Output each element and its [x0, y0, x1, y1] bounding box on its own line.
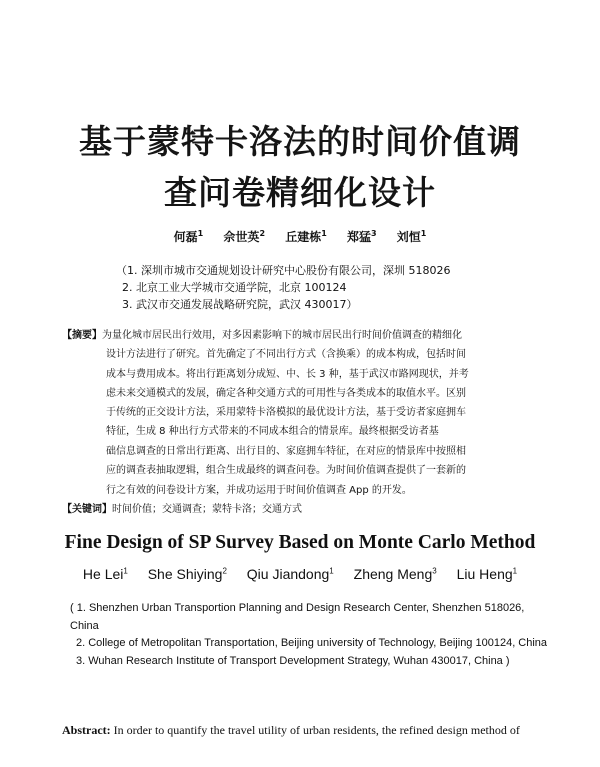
author-cn: 郑猛$^3$ — [346, 229, 377, 244]
affiliation-cn-1: （1. 深圳市城市交通规划设计研究中心股份有限公司，深圳 518026 — [116, 264, 451, 277]
abstract-cn-label: 【摘要】 — [62, 330, 102, 341]
affiliations-cn — [116, 262, 556, 313]
keywords-cn-text: 时间价值；交通调查；蒙特卡洛；交通方式 — [112, 504, 302, 515]
affiliation-en-3: 3. Wuhan Research Institute of Transport Development Strategy, Wuhan 430017, China ) — [76, 654, 510, 667]
abstract-cn-line: 应的调查表抽取逻辑，组合生成最终的调查问卷。为时间价值调查提供了一套新的 — [106, 465, 466, 477]
abstract-cn-line: 为量化城市居民出行效用，对多因素影响下的城市居民出行时间价值调查的精细化 — [102, 330, 462, 341]
abstract-cn — [62, 326, 544, 442]
keywords-cn — [62, 500, 544, 519]
author-en: She Shiying$^2$ — [147, 566, 227, 582]
author-cn: 何磊$^1$ — [173, 229, 204, 244]
author-en: Liu Heng$^1$ — [456, 566, 518, 582]
author-cn: 刘恒$^1$ — [396, 229, 427, 244]
affiliation-en-2: 2. College of Metropolitan Transportation, Beijing university of Technology, Beijing 100124, China — [76, 637, 548, 649]
abstract-en — [62, 723, 552, 738]
abstract-cn-line: 成本与费用成本。将出行距离划分成短、中、长 3 种，基于武汉市路网现状，并考 — [106, 368, 469, 380]
affiliation-cn-3: 3. 武汉市交通发展战略研究院，武汉 430017） — [122, 298, 358, 311]
author-en: Qiu Jiandong$^1$ — [246, 566, 334, 582]
abstract-cn-line: 础信息调查的日常出行距离、出行目的、家庭拥车特征，在对应的情景库中按照相 — [106, 446, 466, 457]
abstract-cn-line: 行之有效的问卷设计方案，并成功运用于时间价值调查 App 的开发。 — [106, 484, 412, 496]
authors-en — [0, 566, 600, 582]
affiliation-en-1: ( 1. Shenzhen Urban Transportion Planning and Design Research Center, Shenzhen 518026, China — [70, 602, 525, 632]
title-cn-line2: 查问卷精细化设计 — [164, 173, 436, 212]
authors-cn — [0, 228, 600, 245]
author-en: He Lei$^1$ — [82, 566, 128, 582]
author-cn: 丘建栋$^1$ — [285, 229, 327, 244]
keywords-cn-label: 【关键词】 — [62, 504, 112, 515]
abstract-cn-line: 于传统的正交设计方法，采用蒙特卡洛模拟的最优设计方法，基于受访者家庭拥车 — [106, 407, 466, 419]
title-cn-line1: 基于蒙特卡洛法的时间价值调 — [79, 122, 521, 161]
abstract-cn-tail — [62, 442, 544, 500]
abstract-en-text: In order to quantify the travel utility of urban residents, the refined design method of — [113, 723, 520, 737]
author-cn: 佘世英$^2$ — [223, 229, 266, 244]
affiliation-cn-2: 2. 北京工业大学城市交通学院，北京 100124 — [122, 281, 347, 294]
abstract-cn-line: 设计方法进行了研究。首先确定了不同出行方式（含换乘）的成本构成，包括时间 — [106, 349, 466, 361]
affiliations-en — [70, 600, 550, 670]
abstract-cn-line: 特征，生成 8 种出行方式带来的不同成本组合的情景库。最终根据受访者基 — [106, 426, 439, 438]
abstract-en-label: Abstract: — [62, 723, 111, 737]
title-en: Fine Design of SP Survey Based on Monte Carlo Method — [64, 532, 536, 553]
author-en: Zheng Meng$^3$ — [353, 566, 437, 582]
abstract-cn-line: 虑未来交通模式的发展，确定各种交通方式的可用性与各类成本的取值水平。区别 — [106, 387, 466, 399]
